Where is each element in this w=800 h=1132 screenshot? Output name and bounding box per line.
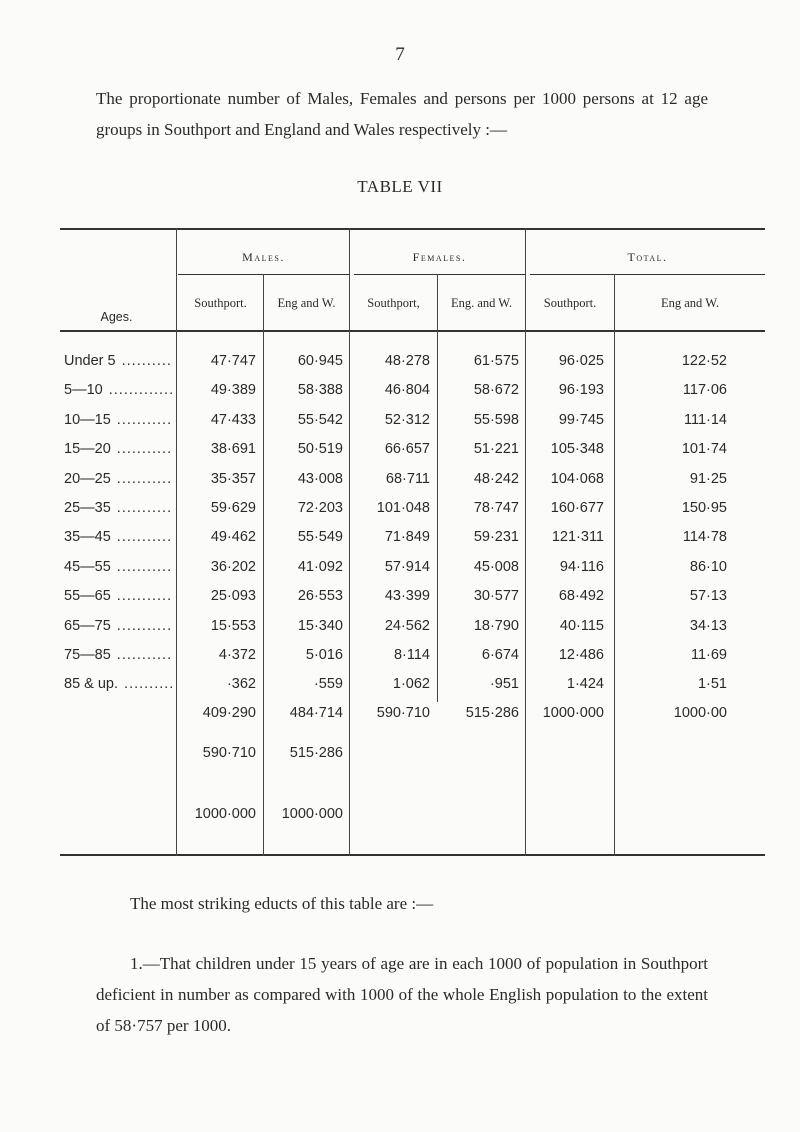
- females-eng-cell: 61·575: [473, 353, 519, 369]
- total-southport-cell: 12·486: [558, 647, 604, 663]
- males-eng-cell: 15·340: [297, 617, 343, 634]
- total-southport-header: Southport.: [543, 296, 597, 310]
- age-group-label: Under 5: [64, 353, 116, 369]
- females-eng-cell: 59·231: [473, 529, 519, 546]
- males-eng-header: Eng and W.: [277, 296, 336, 310]
- page-number: 7: [395, 44, 405, 65]
- age-group-label: 35—45: [64, 529, 111, 546]
- age-group-cell: [64, 464, 172, 494]
- total-southport-cell: 160·677: [550, 500, 604, 516]
- females-southport-cell: 71·849: [384, 529, 430, 546]
- table-row: [60, 640, 765, 670]
- females-eng-cell: 30·577: [473, 588, 519, 605]
- point-1-paragraph: 1.—That children under 15 years of age are in each 1000 of population in Southport deficient in number as compared with 1000 of the whole English population to the extent of 58·757 per 1000.: [96, 954, 708, 1035]
- totals-row: [60, 698, 765, 728]
- age-group-cell: [64, 669, 172, 699]
- females-eng-cell: 6·674: [481, 647, 519, 663]
- males-eng-cell: 72·203: [297, 500, 343, 516]
- table-row: [60, 522, 765, 552]
- table-row: [60, 346, 765, 376]
- males-eng-cell: 50·519: [297, 441, 343, 458]
- males-eng-cell: 55·549: [297, 529, 343, 546]
- total-eng-header: Eng and W.: [661, 296, 719, 310]
- males-group-header: Males.: [242, 250, 285, 264]
- age-group-cell: [64, 552, 172, 582]
- total-eng-cell: 91·25: [689, 470, 727, 487]
- females-southport-cell: 57·914: [384, 558, 430, 575]
- age-group-cell: [64, 405, 172, 435]
- females-group-header: Females.: [412, 250, 467, 264]
- females-southport-cell: 46·804: [384, 382, 430, 399]
- total-females-southport: 590·710: [376, 705, 430, 721]
- total-southport-cell: 104·068: [550, 470, 604, 487]
- females-southport-cell: 43·399: [384, 588, 430, 605]
- females-southport-cell: 1·062: [392, 676, 430, 693]
- age-group-label: 10—15: [64, 411, 111, 428]
- total-eng-cell: 150·95: [681, 500, 727, 516]
- females-southport-cell: 8·114: [393, 647, 430, 663]
- table-title: TABLE VII: [357, 177, 443, 196]
- females-eng-cell: 48·242: [473, 470, 519, 487]
- males-southport-cell: 49·389: [210, 382, 256, 399]
- age-group-label: 15—20: [64, 441, 111, 458]
- females-southport-cell: 52·312: [384, 411, 430, 428]
- males-eng-cell: 43·008: [297, 470, 343, 487]
- header-bottom-rule: [60, 330, 765, 332]
- total-total-eng: 1000·00: [673, 705, 727, 721]
- total-eng-cell: 1·51: [697, 676, 727, 693]
- age-group-cell: [64, 493, 172, 523]
- males-eng-cell: 26·553: [297, 588, 343, 605]
- females-southport-cell: 101·048: [376, 500, 430, 516]
- age-group-label: 45—55: [64, 558, 111, 575]
- total-southport-cell: 68·492: [558, 588, 604, 605]
- males-southport-cell: 36·202: [210, 558, 256, 575]
- table-row: [60, 552, 765, 582]
- age-group-label: 75—85: [64, 647, 111, 663]
- males-eng-cell: 55·542: [297, 411, 343, 428]
- total-southport-cell: 40·115: [559, 617, 604, 634]
- total-southport-cell: 94·116: [559, 558, 604, 575]
- total-eng-cell: 11·69: [690, 647, 727, 663]
- males-southport-cell: 47·433: [210, 411, 256, 428]
- total-southport-cell: 1·424: [566, 676, 604, 693]
- table-row: [60, 581, 765, 611]
- table-row: [60, 611, 765, 641]
- total-southport-cell: 99·745: [558, 411, 604, 428]
- table-top-rule: [60, 228, 765, 230]
- males-eng-grand-total: 1000·000: [281, 806, 343, 822]
- females-southport-cell: 24·562: [384, 617, 430, 634]
- total-southport-cell: 121·311: [551, 529, 604, 546]
- table-row: [60, 464, 765, 494]
- males-southport-cell: 4·372: [218, 647, 256, 663]
- age-group-cell: [64, 522, 172, 552]
- females-eng-cell: 51·221: [473, 441, 519, 458]
- males-southport-cell: 25·093: [210, 588, 256, 605]
- males-southport-grand-total: 1000·000: [194, 806, 256, 822]
- total-eng-cell: 34·13: [689, 617, 727, 634]
- females-southport-cell: 48·278: [384, 353, 430, 369]
- males-eng-cell: 41·092: [297, 558, 343, 575]
- males-southport-cell: 38·691: [210, 441, 256, 458]
- age-group-cell: [64, 434, 172, 464]
- females-southport-cell: 68·711: [385, 470, 430, 487]
- table-row: [60, 493, 765, 523]
- males-southport-cell: 59·629: [210, 500, 256, 516]
- total-eng-cell: 57·13: [689, 588, 727, 605]
- males-eng-cell: 60·945: [297, 353, 343, 369]
- total-eng-cell: 114·78: [682, 529, 727, 546]
- females-southport-header: Southport,: [367, 296, 420, 310]
- age-group-label: 85 & up.: [64, 676, 119, 693]
- males-southport-cell: 47·747: [210, 353, 256, 369]
- females-group-rule: [354, 274, 525, 275]
- age-group-cell: [64, 640, 172, 670]
- total-southport-cell: 96·025: [558, 353, 604, 369]
- total-females-eng: 515·286: [465, 705, 519, 721]
- age-group-cell: [64, 581, 172, 611]
- females-eng-cell: ·951: [489, 676, 519, 693]
- age-group-label: 55—65: [64, 588, 111, 605]
- males-eng-cell: ·559: [313, 676, 343, 693]
- intro-paragraph: The proportionate number of Males, Females and persons per 1000 persons at 12 age groups in Southport and England and Wales respectively :—: [96, 89, 708, 139]
- males-southport-complement: 590·710: [202, 745, 256, 761]
- age-group-label: 25—35: [64, 500, 111, 516]
- total-group-rule: [530, 274, 765, 275]
- males-southport-cell: ·362: [226, 676, 256, 693]
- males-southport-cell: 35·357: [210, 470, 256, 487]
- total-eng-cell: 86·10: [689, 558, 727, 575]
- total-males-southport: 409·290: [202, 705, 256, 721]
- females-eng-header: Eng. and W.: [450, 296, 513, 310]
- table-row: [60, 669, 765, 699]
- complement-row: [60, 738, 765, 768]
- grand-total-row: [60, 799, 765, 829]
- table-bottom-rule: [60, 854, 765, 856]
- total-eng-cell: 111·14: [684, 411, 727, 428]
- total-eng-cell: 101·74: [681, 441, 727, 458]
- total-eng-cell: 117·06: [682, 382, 727, 399]
- age-group-cell: [64, 375, 172, 405]
- age-group-cell: [64, 346, 172, 376]
- females-eng-cell: 45·008: [473, 558, 519, 575]
- females-eng-cell: 58·672: [473, 382, 519, 399]
- males-eng-cell: 58·388: [297, 382, 343, 399]
- males-eng-cell: 5·016: [305, 647, 343, 663]
- total-southport-cell: 105·348: [550, 441, 604, 458]
- females-southport-cell: 66·657: [384, 441, 430, 458]
- table-row: [60, 375, 765, 405]
- females-eng-cell: 78·747: [473, 500, 519, 516]
- total-males-eng: 484·714: [289, 705, 343, 721]
- total-group-header: Total.: [627, 250, 668, 264]
- age-group-label: 5—10: [64, 382, 103, 399]
- age-group-label: 20—25: [64, 470, 111, 487]
- females-eng-cell: 18·790: [473, 617, 519, 634]
- total-southport-cell: 96·193: [558, 382, 604, 399]
- table-row: [60, 405, 765, 435]
- females-eng-cell: 55·598: [473, 411, 519, 428]
- males-southport-cell: 15·553: [210, 617, 256, 634]
- ages-column-header: Ages.: [100, 310, 133, 324]
- population-table: [60, 228, 765, 856]
- males-eng-complement: 515·286: [289, 745, 343, 761]
- age-group-cell: [64, 611, 172, 641]
- total-total-southport: 1000·000: [542, 705, 604, 721]
- age-group-label: 65—75: [64, 617, 111, 634]
- males-southport-cell: 49·462: [210, 529, 256, 546]
- striking-educts-line: The most striking educts of this table are :—: [130, 894, 434, 913]
- males-southport-header: Southport.: [194, 296, 247, 310]
- table-row: [60, 434, 765, 464]
- total-eng-cell: 122·52: [681, 353, 727, 369]
